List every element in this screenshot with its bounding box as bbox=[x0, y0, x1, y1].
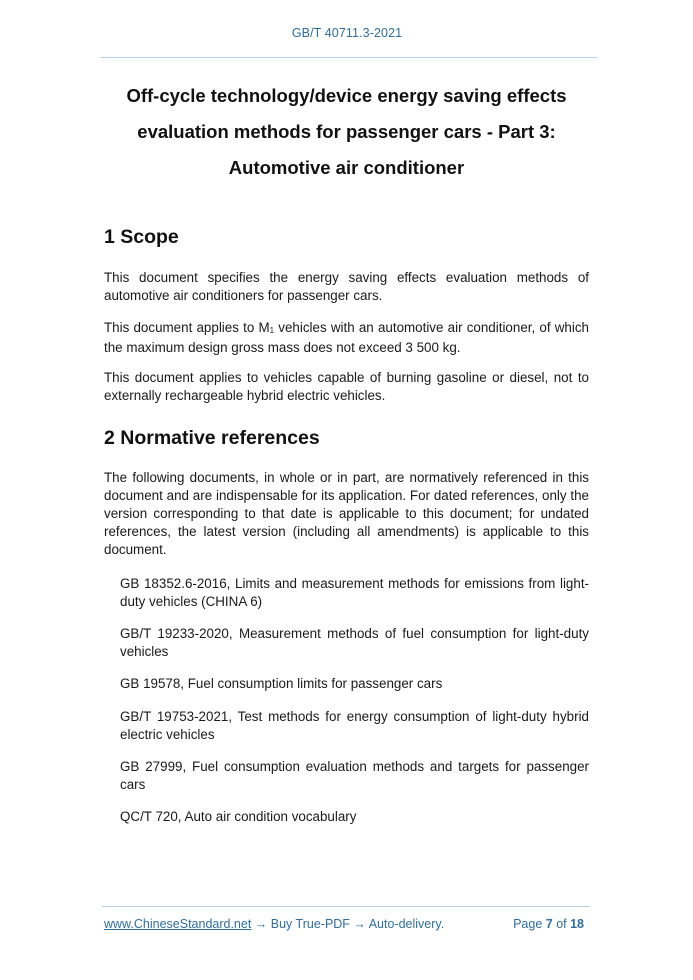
page-footer bbox=[104, 917, 590, 931]
reference-item: GB 27999, Fuel consumption evaluation methods and targets for passenger cars bbox=[120, 759, 589, 792]
standard-code: GB/T 40711.3-2021 bbox=[291, 26, 403, 40]
scope-paragraph-2-start: This document applies to M bbox=[104, 320, 270, 335]
website-link[interactable]: www.ChineseStandard.net bbox=[104, 917, 252, 931]
document-title bbox=[100, 78, 593, 186]
m1-subscript: 1 bbox=[269, 326, 275, 335]
header-divider bbox=[100, 57, 597, 58]
scope-paragraph-1: This document specifies the energy saving effects evaluation methods of automotive air conditioners for passenger cars. bbox=[104, 270, 589, 303]
page-total: 18 bbox=[570, 917, 584, 931]
scope-paragraph-3: This document applies to vehicles capable of burning gasoline or diesel, not to externally rechargeable hybrid electric vehicles. bbox=[104, 370, 589, 403]
page-label: Page bbox=[513, 917, 546, 931]
reference-item: GB 18352.6-2016, Limits and measurement methods for emissions from light-duty vehicles (CHINA 6) bbox=[120, 576, 589, 609]
footer-divider bbox=[102, 906, 590, 907]
reference-item: GB/T 19233-2020, Measurement methods of fuel consumption for light-duty vehicles bbox=[120, 626, 589, 659]
page-current: 7 bbox=[545, 917, 553, 931]
scope-paragraph-2-end: vehicles with an automotive air conditioner, of which the maximum design gross mass does not exceed 3 500 kg. bbox=[104, 320, 589, 355]
section-heading-normative-references: 2 Normative references bbox=[104, 427, 320, 449]
reference-item: QC/T 720, Auto air condition vocabulary bbox=[120, 809, 357, 824]
normative-intro-paragraph: The following documents, in whole or in part, are normatively referenced in this document and are indispensable for its application. For dated references, only the version corresponding to that date is applicable to this document; for undated references, the latest version (including all amendments) is applicable to this document. bbox=[104, 470, 589, 557]
title-line-3: Automotive air conditioner bbox=[228, 157, 465, 178]
reference-item: GB/T 19753-2021, Test methods for energy consumption of light-duty hybrid electric vehicles bbox=[120, 709, 589, 742]
reference-item: GB 19578, Fuel consumption limits for passenger cars bbox=[120, 676, 443, 691]
section-heading-scope: 1 Scope bbox=[104, 226, 179, 248]
scope-paragraph-2 bbox=[104, 319, 589, 357]
promo-text: → Buy True-PDF → Auto-delivery. bbox=[251, 917, 445, 931]
page-indicator bbox=[513, 917, 584, 931]
title-line-2: evaluation methods for passenger cars - Part 3: bbox=[137, 121, 556, 142]
title-line-1: Off-cycle technology/device energy saving effects bbox=[126, 85, 567, 106]
page-of-label: of bbox=[552, 917, 571, 931]
